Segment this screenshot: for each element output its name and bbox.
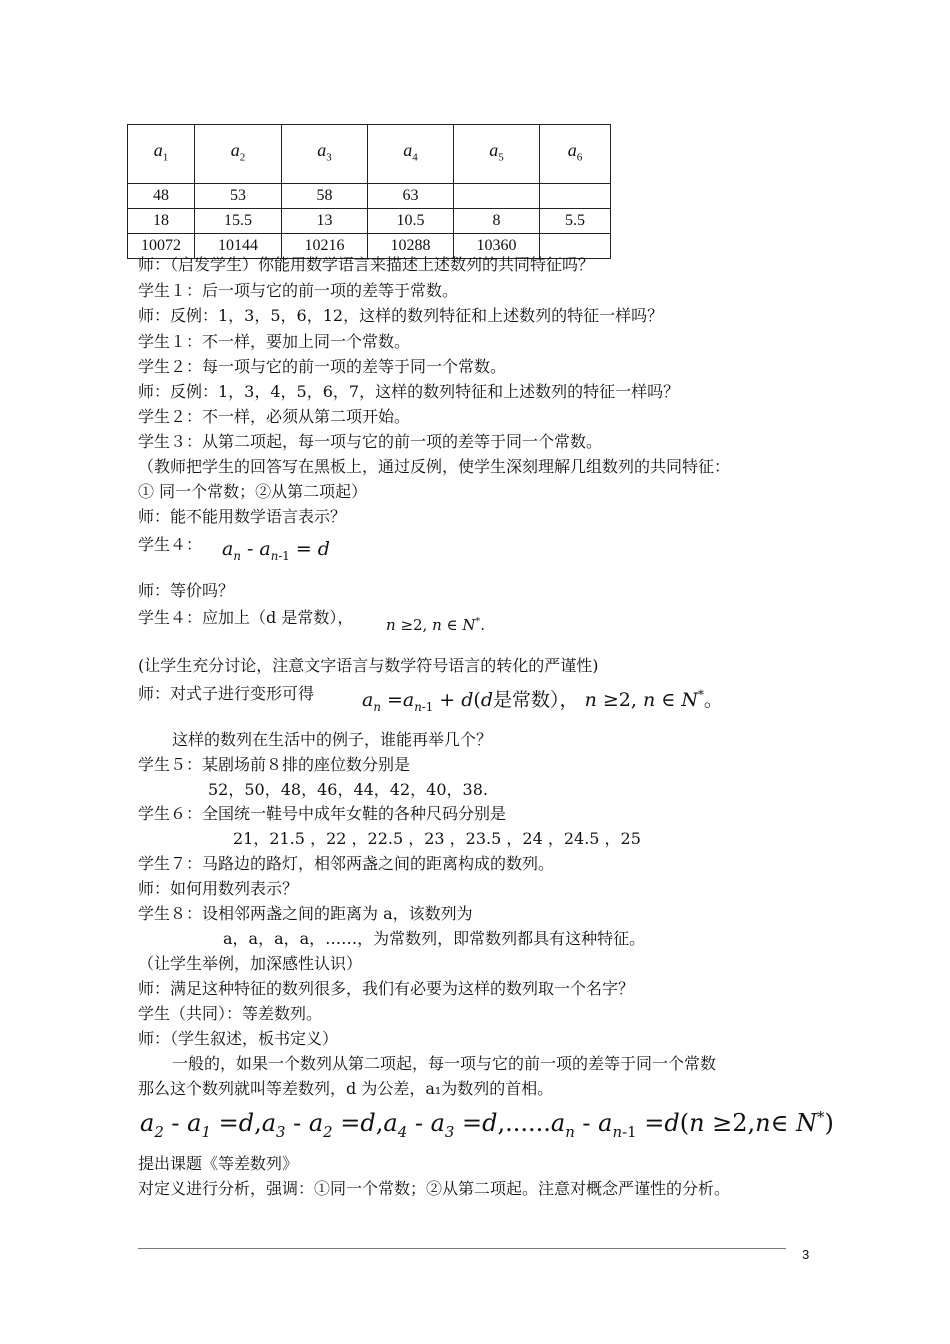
table-header-cell: $a_1$ — [128, 125, 195, 184]
dialogue-line: （让学生举例，加深感性认识） — [138, 954, 363, 973]
dialogue-line: 学生１：后一项与它的前一项的差等于常数。 — [138, 281, 459, 300]
table-cell: 15.5 — [195, 208, 282, 233]
dialogue-line: 学生２：不一样，必须从第二项开始。 — [138, 407, 411, 426]
definition-line: 一般的，如果一个数列从第二项起，每一项与它的前一项的差等于同一个常数 — [172, 1054, 717, 1073]
dialogue-line: 这样的数列在生活中的例子，谁能再举几个？ — [172, 730, 493, 749]
formula-difference: $a_n - a_{n-1} = d$ — [222, 538, 330, 563]
table-cell: 63 — [368, 183, 454, 208]
table-cell: 13 — [282, 208, 368, 233]
dialogue-line: 师：如何用数列表示？ — [138, 879, 299, 898]
dialogue-line: 学生３：从第二项起，每一项与它的前一项的差等于同一个常数。 — [138, 432, 603, 451]
table-row — [128, 208, 611, 233]
dialogue-line: 师：（启发学生）你能用数学语言来描述上述数列的共同特征吗？ — [138, 255, 595, 274]
table-cell: 10144 — [195, 233, 282, 258]
dialogue-line: 52，50，48，46，44，42，40，38. — [208, 780, 488, 799]
table-cell: 10288 — [368, 233, 454, 258]
dialogue-line: 学生５：某剧场前８排的座位数分别是 — [138, 755, 411, 774]
dialogue-line: （教师把学生的回答写在黑板上，通过反例，使学生深刻理解几组数列的共同特征： — [138, 457, 731, 476]
dialogue-line: 学生４： — [138, 535, 203, 554]
table-header-cell: $a_6$ — [540, 125, 611, 184]
table-header-cell: $a_2$ — [195, 125, 282, 184]
dialogue-line: 师：能不能用数学语言表示？ — [138, 507, 347, 526]
table-header-cell: $a_4$ — [368, 125, 454, 184]
dialogue-line: (让学生充分讨论，注意文字语言与数学符号语言的转化的严谨性) — [138, 656, 599, 675]
table-cell: 18 — [128, 208, 195, 233]
table-cell — [454, 183, 540, 208]
dialogue-line: 师：对式子进行变形可得 — [138, 684, 315, 703]
dialogue-line: 师：（学生叙述，板书定义） — [138, 1029, 339, 1048]
dialogue-line: 学生１：不一样，要加上同一个常数。 — [138, 332, 411, 351]
table-cell — [540, 183, 611, 208]
table-cell: 5.5 — [540, 208, 611, 233]
dialogue-line: 21，21.5 ，22 ，22.5 ，23 ，23.5 ，24 ，24.5 ，25 — [233, 829, 641, 848]
page-number: 3 — [802, 1247, 810, 1262]
dialogue-line: a，a，a，a，……，为常数列，即常数列都具有这种特征。 — [223, 929, 646, 948]
formula-definition: $a_2 - a_1 =d,a_3 - a_2 =d,a_4 - a_3 =d,......a_n - a_{n-1} =d(n$ ≥2,n∈ N*) — [140, 1108, 834, 1141]
sequence-table — [127, 124, 611, 259]
table-header-cell: $a_5$ — [454, 125, 540, 184]
table-cell: 10216 — [282, 233, 368, 258]
table-cell: 48 — [128, 183, 195, 208]
footer-divider — [138, 1248, 786, 1249]
dialogue-line: 对定义进行分析，强调：①同一个常数；②从第二项起。注意对概念严谨性的分析。 — [138, 1179, 731, 1198]
definition-line: 那么这个数列就叫等差数列，d 为公差，a₁为数列的首相。 — [138, 1079, 554, 1098]
table-header-cell: $a_3$ — [282, 125, 368, 184]
dialogue-line: 师：反例：1，3，5，6，12，这样的数列特征和上述数列的特征一样吗？ — [138, 306, 664, 325]
formula-condition: n ≥2, n ∈ N*. — [386, 616, 485, 634]
dialogue-line: 学生７：马路边的路灯，相邻两盏之间的距离构成的数列。 — [138, 854, 555, 873]
table-cell: 10072 — [128, 233, 195, 258]
dialogue-line: 学生２：每一项与它的前一项的差等于同一个常数。 — [138, 357, 507, 376]
dialogue-line: 学生８：设相邻两盏之间的距离为 a，该数列为 — [138, 904, 473, 923]
table-cell: 10360 — [454, 233, 540, 258]
dialogue-line: 师：反例：1，3，4，5，6，7，这样的数列特征和上述数列的特征一样吗？ — [138, 382, 680, 401]
table-row — [128, 183, 611, 208]
table-header-row — [128, 125, 611, 184]
dialogue-line: 师：等价吗？ — [138, 581, 235, 600]
dialogue-line: 学生４：应加上（d 是常数）， — [138, 608, 354, 627]
table-cell: 53 — [195, 183, 282, 208]
dialogue-line: 提出课题《等差数列》 — [138, 1154, 299, 1173]
formula-recursive: $a_n =a_{n-1} + d(d$是常数）， n ≥2, n ∈ N*。 — [362, 687, 723, 714]
dialogue-line: 学生６：全国统一鞋号中成年女鞋的各种尺码分别是 — [138, 804, 507, 823]
table-cell: 10.5 — [368, 208, 454, 233]
dialogue-line: ① 同一个常数；②从第二项起） — [138, 482, 368, 501]
dialogue-line: 师：满足这种特征的数列很多，我们有必要为这样的数列取一个名字？ — [138, 979, 635, 998]
dialogue-line: 学生（共同）：等差数列。 — [138, 1004, 323, 1023]
table-cell: 58 — [282, 183, 368, 208]
table-cell: 8 — [454, 208, 540, 233]
